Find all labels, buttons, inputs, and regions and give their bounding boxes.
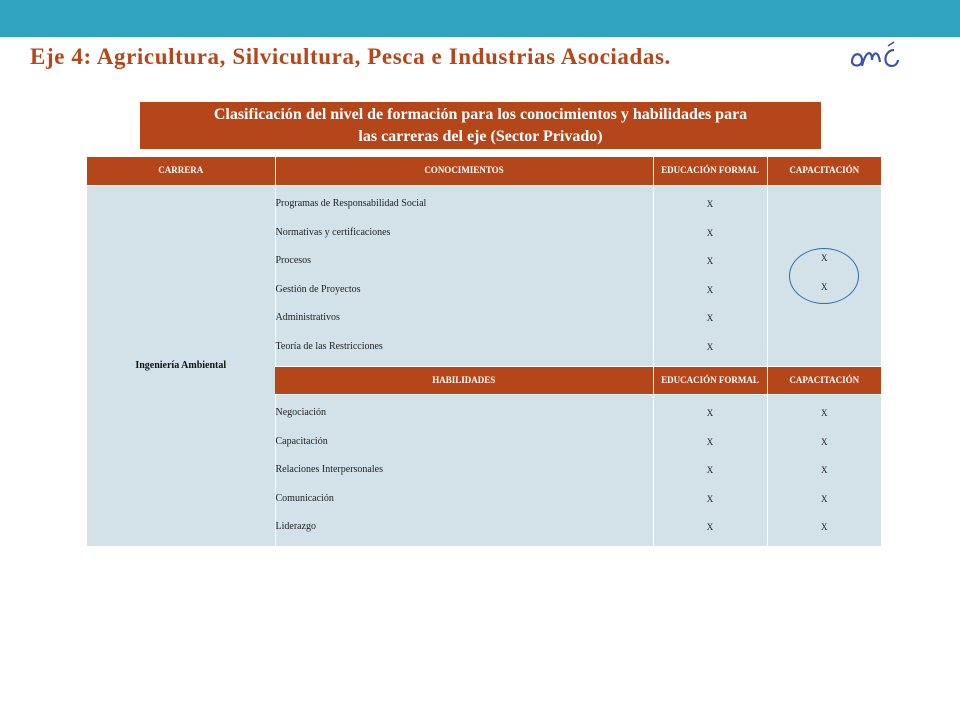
list-item: Administrativos <box>275 312 340 323</box>
header-conocimientos: CONOCIMIENTOS <box>275 157 653 185</box>
subtitle-banner <box>140 102 821 149</box>
header-educacion-formal: EDUCACIÓN FORMAL <box>653 366 767 394</box>
conocimientos-list <box>275 185 653 366</box>
mark: X <box>706 408 714 418</box>
list-item: Comunicación <box>275 492 334 504</box>
mark: X <box>706 199 714 209</box>
mark: X <box>821 436 828 447</box>
list-item: Teoría de las Restricciones <box>275 340 383 352</box>
mark: X <box>706 341 714 352</box>
list-item: Capacitación <box>275 435 328 447</box>
slide-title: Eje 4: Agricultura, Silvicultura, Pesca e Industrias Asociadas. <box>30 44 671 69</box>
mark: X <box>821 522 828 532</box>
formation-table <box>87 157 881 546</box>
list-item: Normativas y certificaciones <box>275 226 391 238</box>
mark: X <box>706 522 714 532</box>
mark: X <box>706 465 714 475</box>
header-habilidades: HABILIDADES <box>275 366 653 394</box>
header-educacion-formal: EDUCACIÓN FORMAL <box>653 157 767 185</box>
list-item: Programas de Responsabilidad Social <box>275 198 427 209</box>
subtitle-line-1: Clasificación del nivel de formación para los conocimientos y habilidades para <box>213 106 748 123</box>
onc-logo-icon <box>848 40 904 72</box>
list-item: Negociación <box>275 407 327 418</box>
top-accent-bar <box>0 0 960 37</box>
header-row-conocimientos <box>87 157 881 185</box>
habilidades-capacitacion-marks <box>767 394 881 546</box>
mark: X <box>706 256 714 266</box>
subtitle-line-2: las carreras del eje (Sector Privado) <box>358 128 603 145</box>
mark: X <box>821 408 828 418</box>
mark: X <box>706 313 714 323</box>
mark: X <box>821 465 828 475</box>
list-item: Procesos <box>275 255 312 266</box>
mark: X <box>706 227 714 238</box>
conocimientos-capacitacion-marks <box>767 185 881 366</box>
list-item: Liderazgo <box>275 521 317 532</box>
header-carrera: CARRERA <box>87 157 275 185</box>
mark: X <box>706 493 714 504</box>
habilidades-list <box>275 394 653 546</box>
mark: X <box>821 281 828 292</box>
mark: X <box>706 284 714 295</box>
mark: X <box>821 252 828 263</box>
mark: X <box>706 436 714 447</box>
list-item: Relaciones Interpersonales <box>275 464 383 475</box>
career-name: Ingeniería Ambiental <box>87 185 275 546</box>
conocimientos-educacion-formal-marks <box>653 185 767 366</box>
habilidades-educacion-formal-marks <box>653 394 767 546</box>
header-capacitacion: CAPACITACIÓN <box>767 366 881 394</box>
header-capacitacion: CAPACITACIÓN <box>767 157 881 185</box>
list-item: Gestión de Proyectos <box>275 283 361 295</box>
mark: X <box>821 493 828 504</box>
conocimientos-row <box>87 185 881 366</box>
